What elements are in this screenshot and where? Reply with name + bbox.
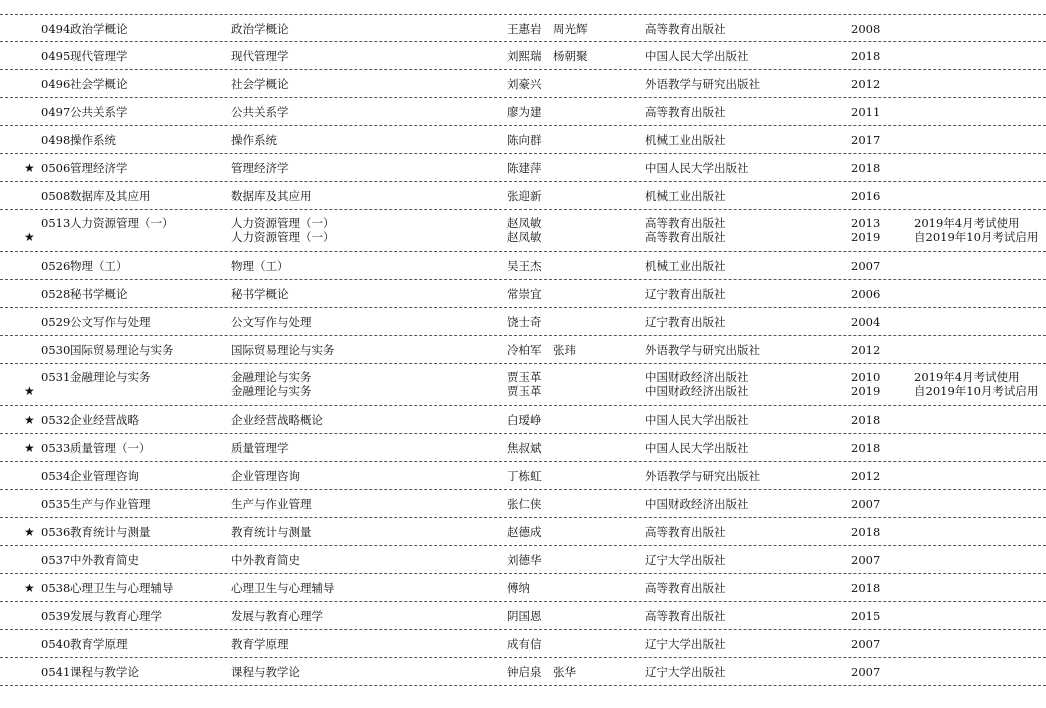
table-row [0, 252, 1046, 280]
table-row [0, 630, 1046, 658]
textbook-author: 刘豪兴 [507, 77, 542, 91]
textbook-year: 2018 [851, 581, 881, 595]
table-row [0, 490, 1046, 518]
textbook-author: 张仁侠 [507, 497, 542, 511]
textbook-author: 贾玉革 [507, 370, 542, 384]
textbook-publisher: 辽宁教育出版社 [645, 315, 726, 329]
textbook-title: 金融理论与实务 [231, 370, 312, 384]
textbook-year: 2015 [851, 609, 881, 623]
textbook-year: 2012 [851, 77, 881, 91]
course-name: 发展与教育心理学 [70, 609, 162, 623]
course-code: 0531 [41, 370, 71, 384]
course-code: 0498 [41, 133, 71, 147]
table-row [0, 406, 1046, 434]
table-row [0, 98, 1046, 126]
textbook-title: 数据库及其应用 [231, 189, 312, 203]
textbook-publisher: 高等教育出版社 [645, 609, 726, 623]
textbook-title: 秘书学概论 [231, 287, 289, 301]
table-row [0, 70, 1046, 98]
table-row [0, 336, 1046, 364]
textbook-author: 钟启泉 张华 [507, 665, 576, 679]
table-row [0, 574, 1046, 602]
table-row [0, 210, 1046, 252]
course-name: 国际贸易理论与实务 [70, 343, 174, 357]
textbook-publisher: 辽宁大学出版社 [645, 637, 726, 651]
course-code: 0534 [41, 469, 71, 483]
course-code: 0513 [41, 216, 71, 230]
star-icon: ★ [24, 384, 35, 398]
textbook-year: 2018 [851, 525, 881, 539]
textbook-title: 企业管理咨询 [231, 469, 300, 483]
textbook-title: 企业经营战略概论 [231, 413, 323, 427]
course-code: 0494 [41, 22, 71, 36]
course-code: 0532 [41, 413, 71, 427]
textbook-title: 人力资源管理（一） [231, 230, 335, 244]
table-row [0, 518, 1046, 546]
course-name: 教育学原理 [70, 637, 128, 651]
course-code: 0538 [41, 581, 71, 595]
course-name: 企业经营战略 [70, 413, 139, 427]
textbook-year: 2007 [851, 497, 881, 511]
course-name: 数据库及其应用 [70, 189, 151, 203]
table-row [0, 154, 1046, 182]
course-code: 0533 [41, 441, 71, 455]
table-row [0, 462, 1046, 490]
textbook-title: 教育统计与测量 [231, 525, 312, 539]
textbook-title: 操作系统 [231, 133, 277, 147]
textbook-year: 2016 [851, 189, 881, 203]
textbook-title: 发展与教育心理学 [231, 609, 323, 623]
textbook-author: 刘德华 [507, 553, 542, 567]
table-row [0, 602, 1046, 630]
textbook-title: 心理卫生与心理辅导 [231, 581, 335, 595]
textbook-year: 2017 [851, 133, 881, 147]
course-code: 0528 [41, 287, 71, 301]
textbook-publisher: 辽宁教育出版社 [645, 287, 726, 301]
textbook-author: 刘熙瑞 杨朝聚 [507, 49, 588, 63]
textbook-author: 王惠岩 周光辉 [507, 22, 588, 36]
textbook-author: 阴国恩 [507, 609, 542, 623]
textbook-author: 赵凤敏 [507, 230, 542, 244]
textbook-publisher: 中国财政经济出版社 [645, 370, 749, 384]
course-name: 现代管理学 [70, 49, 128, 63]
textbook-title: 生产与作业管理 [231, 497, 312, 511]
course-name: 质量管理（一） [70, 441, 151, 455]
course-code: 0506 [41, 161, 71, 175]
textbook-year: 2011 [851, 105, 881, 119]
textbook-year: 2012 [851, 469, 881, 483]
course-name: 企业管理咨询 [70, 469, 139, 483]
textbook-title: 政治学概论 [231, 22, 289, 36]
course-code: 0537 [41, 553, 71, 567]
textbook-year: 2019 [851, 384, 881, 398]
textbook-year: 2007 [851, 553, 881, 567]
course-name: 管理经济学 [70, 161, 128, 175]
star-icon: ★ [24, 413, 35, 427]
course-code: 0497 [41, 105, 71, 119]
textbook-author: 白瑷峥 [507, 413, 542, 427]
textbook-publisher: 高等教育出版社 [645, 216, 726, 230]
textbook-publisher: 高等教育出版社 [645, 22, 726, 36]
textbook-publisher: 高等教育出版社 [645, 525, 726, 539]
textbook-author: 傅纳 [507, 581, 530, 595]
course-name: 物理（工） [70, 259, 128, 273]
course-name: 秘书学概论 [70, 287, 128, 301]
course-name: 生产与作业管理 [70, 497, 151, 511]
table-row [0, 182, 1046, 210]
textbook-author: 常崇宜 [507, 287, 542, 301]
textbook-publisher: 机械工业出版社 [645, 259, 726, 273]
textbook-year: 2013 [851, 216, 881, 230]
textbook-title: 国际贸易理论与实务 [231, 343, 335, 357]
usage-note: 自2019年10月考试启用 [914, 230, 1039, 244]
textbook-publisher: 机械工业出版社 [645, 189, 726, 203]
textbook-author: 张迎新 [507, 189, 542, 203]
table-row [0, 308, 1046, 336]
star-icon: ★ [24, 525, 35, 539]
textbook-author: 陈向群 [507, 133, 542, 147]
textbook-author: 廖为建 [507, 105, 542, 119]
textbook-year: 2012 [851, 343, 881, 357]
textbook-year: 2018 [851, 441, 881, 455]
textbook-title: 现代管理学 [231, 49, 289, 63]
textbook-publisher: 中国人民大学出版社 [645, 161, 749, 175]
textbook-author: 饶士奇 [507, 315, 542, 329]
course-name: 公共关系学 [70, 105, 128, 119]
textbook-author: 赵凤敏 [507, 216, 542, 230]
table-row [0, 658, 1046, 686]
textbook-title: 公共关系学 [231, 105, 289, 119]
course-name: 课程与教学论 [70, 665, 139, 679]
course-name: 操作系统 [70, 133, 116, 147]
usage-note: 自2019年10月考试启用 [914, 384, 1039, 398]
course-name: 政治学概论 [70, 22, 128, 36]
table-row [0, 14, 1046, 42]
table-row [0, 126, 1046, 154]
textbook-publisher: 中国财政经济出版社 [645, 497, 749, 511]
textbook-publisher: 外语教学与研究出版社 [645, 343, 760, 357]
course-code: 0530 [41, 343, 71, 357]
textbook-publisher: 中国人民大学出版社 [645, 441, 749, 455]
textbook-publisher: 高等教育出版社 [645, 581, 726, 595]
textbook-publisher: 辽宁大学出版社 [645, 553, 726, 567]
textbook-publisher: 外语教学与研究出版社 [645, 77, 760, 91]
textbook-author: 陈建萍 [507, 161, 542, 175]
textbook-year: 2007 [851, 637, 881, 651]
course-code: 0536 [41, 525, 71, 539]
textbook-year: 2007 [851, 665, 881, 679]
textbook-publisher: 中国财政经济出版社 [645, 384, 749, 398]
course-name: 社会学概论 [70, 77, 128, 91]
textbook-year: 2019 [851, 230, 881, 244]
textbook-author: 丁栋虹 [507, 469, 542, 483]
course-name: 教育统计与测量 [70, 525, 151, 539]
star-icon: ★ [24, 441, 35, 455]
course-code: 0541 [41, 665, 71, 679]
textbook-title: 教育学原理 [231, 637, 289, 651]
table-row [0, 434, 1046, 462]
textbook-title: 社会学概论 [231, 77, 289, 91]
course-code: 0526 [41, 259, 71, 273]
textbook-title: 公文写作与处理 [231, 315, 312, 329]
course-name: 金融理论与实务 [70, 370, 151, 384]
textbook-author: 冷柏军 张玮 [507, 343, 576, 357]
textbook-author: 贾玉革 [507, 384, 542, 398]
course-code: 0539 [41, 609, 71, 623]
course-name: 人力资源管理（一） [70, 216, 174, 230]
table-row [0, 42, 1046, 70]
textbook-publisher: 外语教学与研究出版社 [645, 469, 760, 483]
usage-note: 2019年4月考试使用 [914, 370, 1020, 384]
table-row [0, 364, 1046, 406]
textbook-year: 2004 [851, 315, 881, 329]
textbook-title: 物理（工） [231, 259, 289, 273]
textbook-publisher: 机械工业出版社 [645, 133, 726, 147]
course-code: 0535 [41, 497, 71, 511]
textbook-title: 金融理论与实务 [231, 384, 312, 398]
textbook-year: 2018 [851, 161, 881, 175]
course-code: 0495 [41, 49, 71, 63]
textbook-title: 中外教育简史 [231, 553, 300, 567]
table-row [0, 546, 1046, 574]
textbook-title: 管理经济学 [231, 161, 289, 175]
textbook-publisher: 辽宁大学出版社 [645, 665, 726, 679]
textbook-year: 2018 [851, 413, 881, 427]
textbook-year: 2006 [851, 287, 881, 301]
course-code: 0529 [41, 315, 71, 329]
textbook-year: 2018 [851, 49, 881, 63]
textbook-author: 成有信 [507, 637, 542, 651]
textbook-publisher: 中国人民大学出版社 [645, 413, 749, 427]
textbook-publisher: 高等教育出版社 [645, 105, 726, 119]
course-code: 0540 [41, 637, 71, 651]
textbook-title: 课程与教学论 [231, 665, 300, 679]
usage-note: 2019年4月考试使用 [914, 216, 1020, 230]
textbook-author: 吴王杰 [507, 259, 542, 273]
textbook-year: 2010 [851, 370, 881, 384]
course-name: 心理卫生与心理辅导 [70, 581, 174, 595]
textbook-author: 赵德成 [507, 525, 542, 539]
course-name: 中外教育简史 [70, 553, 139, 567]
course-code: 0508 [41, 189, 71, 203]
table-row [0, 280, 1046, 308]
star-icon: ★ [24, 161, 35, 175]
course-code: 0496 [41, 77, 71, 91]
star-icon: ★ [24, 230, 35, 244]
textbook-title: 质量管理学 [231, 441, 289, 455]
textbook-title: 人力资源管理（一） [231, 216, 335, 230]
star-icon: ★ [24, 581, 35, 595]
textbook-publisher: 高等教育出版社 [645, 230, 726, 244]
textbook-author: 焦叔斌 [507, 441, 542, 455]
textbook-year: 2008 [851, 22, 881, 36]
textbook-year: 2007 [851, 259, 881, 273]
course-name: 公文写作与处理 [70, 315, 151, 329]
textbook-publisher: 中国人民大学出版社 [645, 49, 749, 63]
